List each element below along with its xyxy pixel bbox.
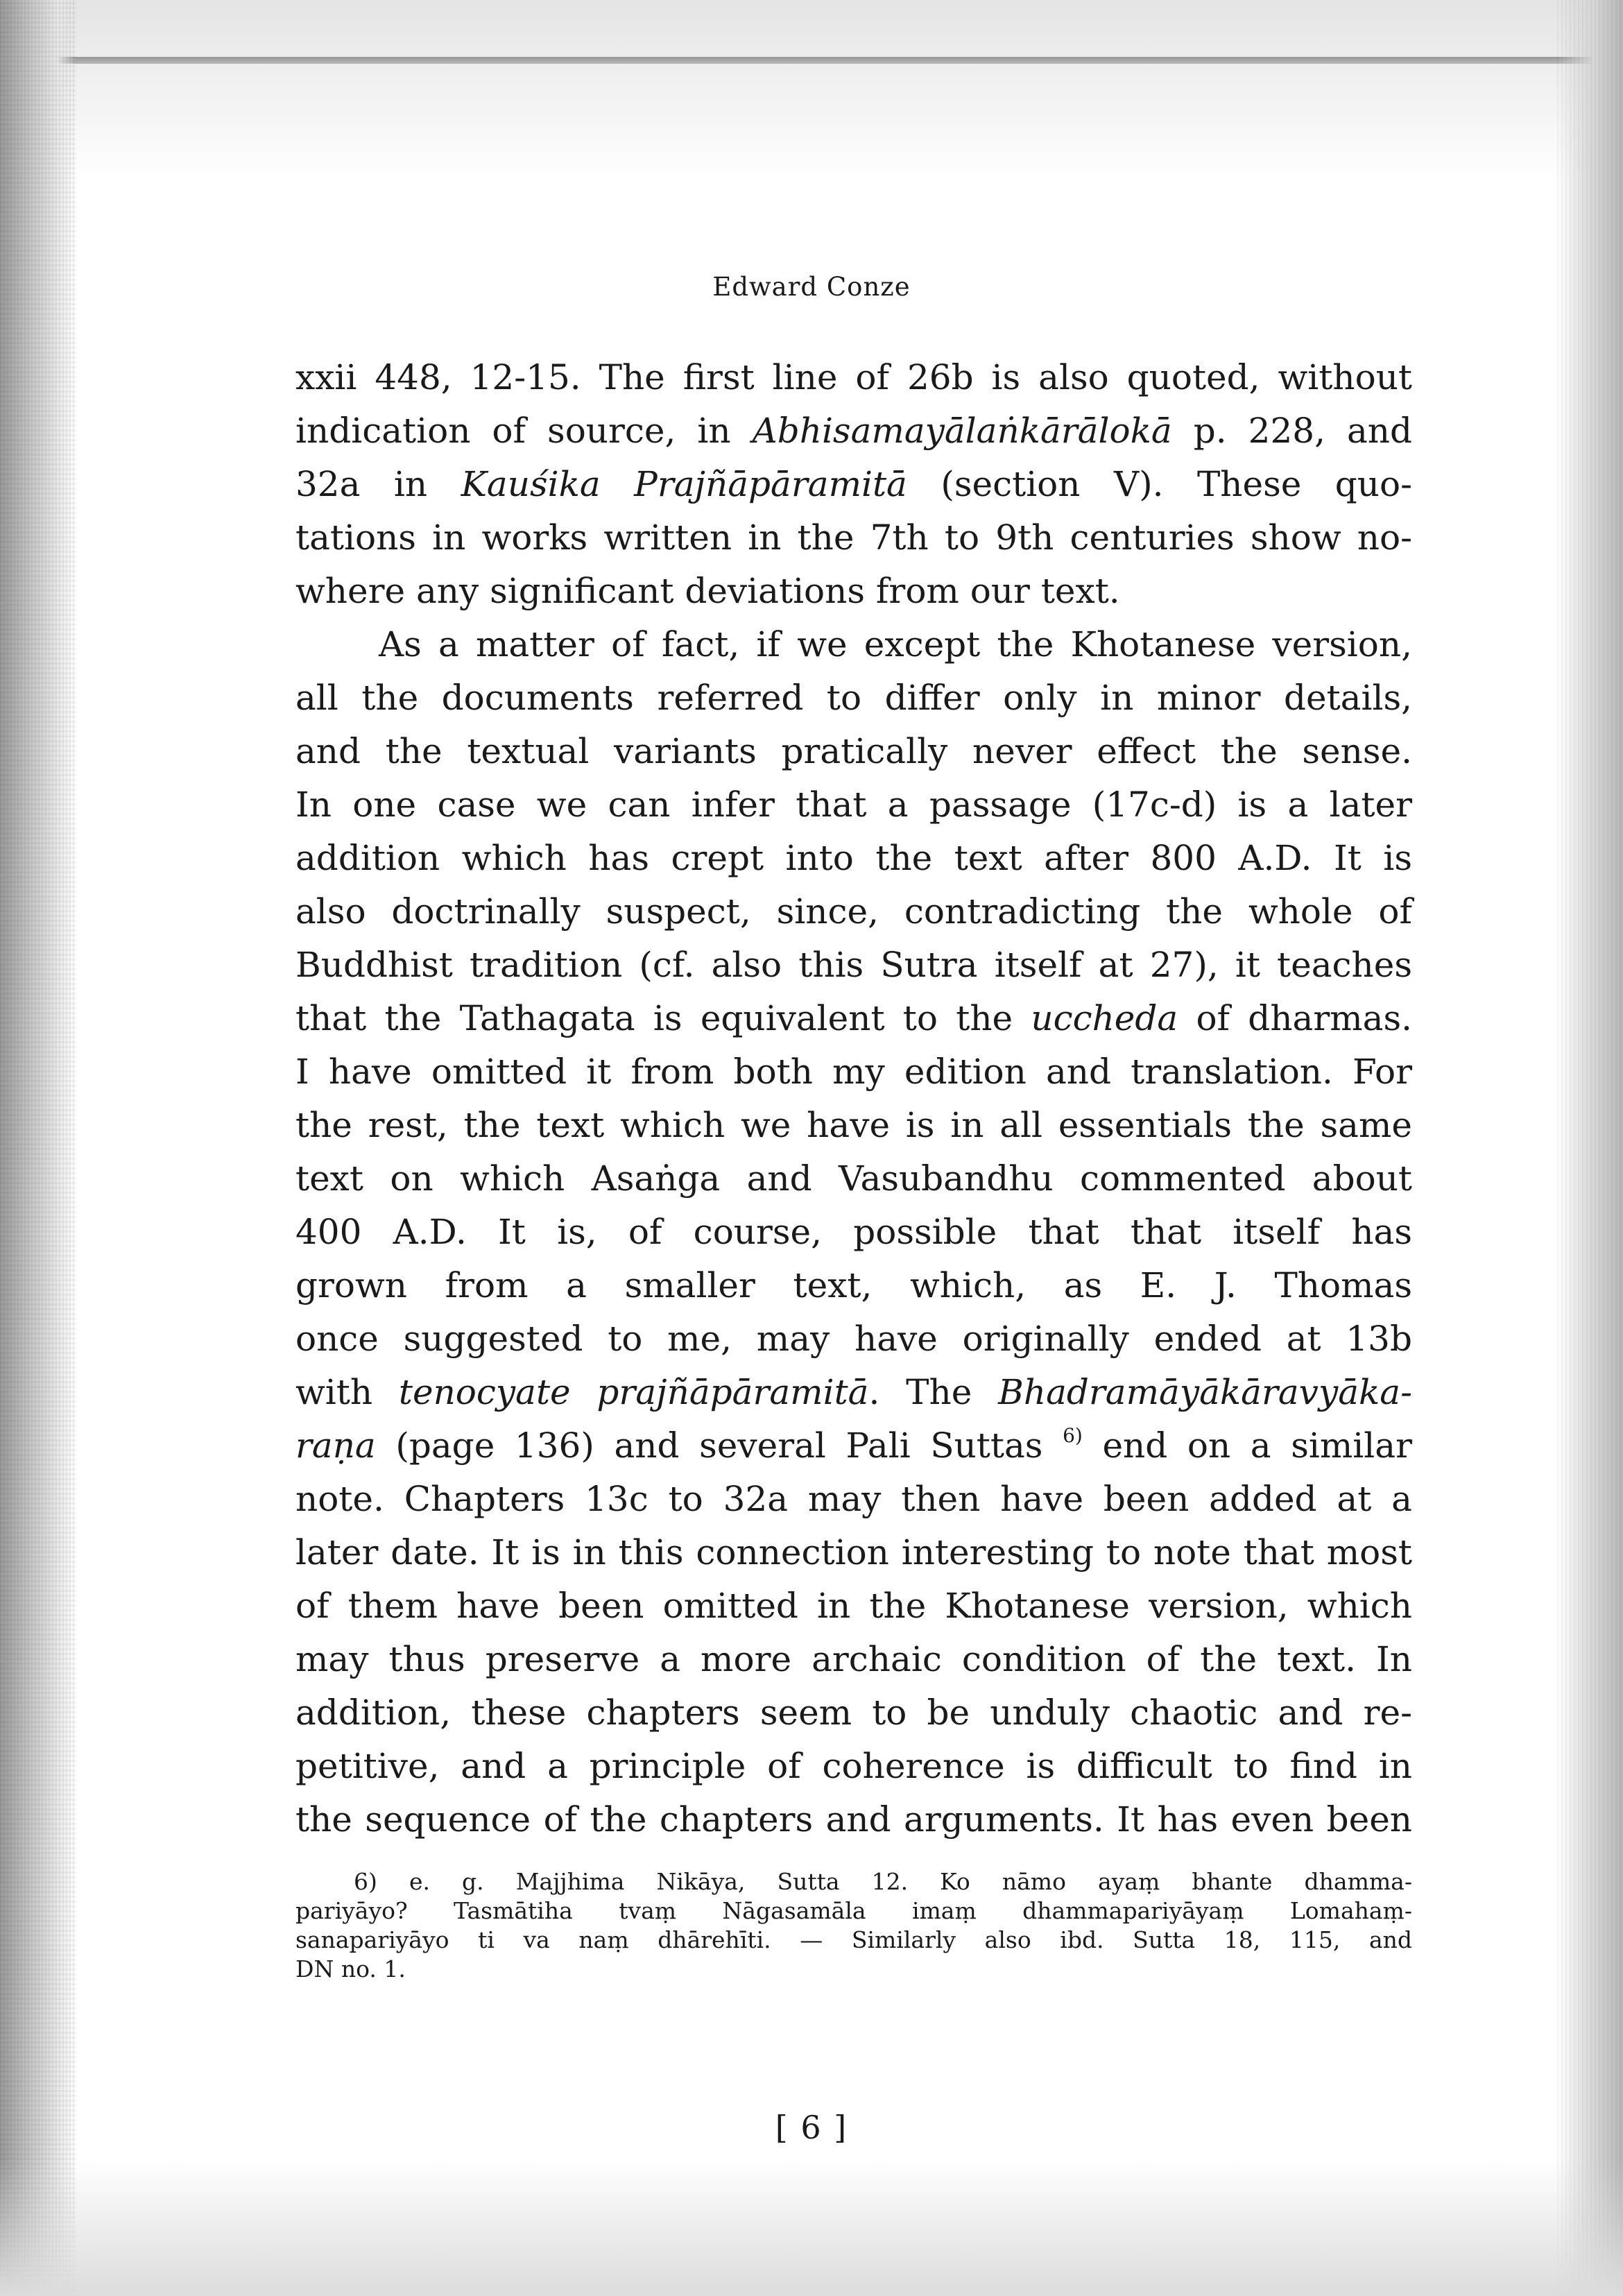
body-line [295,1366,1412,1419]
italic-term: tenocyate prajñāpāramitā [398,1372,869,1412]
body-line [295,404,1412,458]
body-line [295,1152,1412,1206]
text-run: of them have been omitted in the Khotanese version, which [295,1586,1412,1626]
body-line [295,1259,1412,1312]
text-run: of dharmas. [1178,998,1413,1038]
body-line [295,992,1412,1045]
footnote-line: pariyāyo? Tasmātiha tvaṃ Nāgasamāla imaṃ dhammapariyāyaṃ Lomahaṃ- [295,1897,1412,1924]
body-line [295,1740,1412,1793]
italic-term: Abhisamayālaṅkārālokā [752,411,1172,451]
text-run: . The [868,1372,999,1412]
body-line [295,1526,1412,1579]
text-run: As a matter of fact, if we except the Khotanese version, [379,624,1412,665]
body-line [295,565,1412,618]
body-line [295,1473,1412,1526]
body-line [295,778,1412,832]
text-run: xxii 448, 12-15. The first line of 26b is also quoted, without [295,357,1412,397]
footnote-line: 6) e. g. Majjhima Nikāya, Sutta 12. Ko nāmo ayaṃ bhante dhamma- [354,1868,1412,1895]
text-run: (section V). These quo- [907,464,1413,504]
text-run: later date. It is in this connection interesting to note that most [295,1532,1412,1573]
body-line [295,1633,1412,1686]
footnote-line: DN no. 1. [295,1955,406,1982]
body-line [295,1579,1412,1633]
text-run: also doctrinally suspect, since, contradicting the whole of [295,891,1412,932]
text-run: 400 A.D. It is, of course, possible that that itself has [295,1212,1412,1252]
text-run: and the textual variants pratically never effect the sense. [295,731,1412,771]
body-line [295,939,1412,992]
text-run: may thus preserve a more archaic condition of the text. In [295,1639,1412,1679]
text-run: the rest, the text which we have is in all essentials the same [295,1105,1412,1145]
text-run: tations in works written in the 7th to 9th centuries show no- [295,517,1412,558]
text-run: addition, these chapters seem to be unduly chaotic and re- [295,1693,1412,1733]
text-run: petitive, and a principle of coherence is difficult to find in [295,1746,1412,1786]
footnote-marker: 6) [1063,1424,1083,1447]
text-run: Buddhist tradition (cf. also this Sutra itself at 27), it teaches [295,945,1412,985]
body-line [295,1793,1412,1847]
body-line [295,671,1412,725]
text-run: note. Chapters 13c to 32a may then have been added at a [295,1479,1412,1519]
italic-term: Bhadramāyākāravyāka- [998,1372,1412,1412]
text-run: that the Tathagata is equivalent to the [295,998,1031,1038]
footnotes [295,1867,1412,1984]
footnote-line: sanapariyāyo ti va naṃ dhārehīti. — Similarly also ibd. Sutta 18, 115, and [295,1926,1412,1953]
text-run: where any significant deviations from our text. [295,571,1120,611]
italic-term: uccheda [1031,998,1178,1038]
body-text [295,351,1412,1847]
body-line [295,1099,1412,1152]
body-line [295,725,1412,778]
text-run: end on a similar [1082,1425,1412,1466]
text-run: once suggested to me, may have originally ended at 13b [295,1319,1412,1359]
body-line [295,1686,1412,1740]
text-run: text on which Asaṅga and Vasubandhu commented about [295,1158,1412,1199]
body-line [295,511,1412,565]
body-line [295,1419,1412,1473]
text-run: I have omitted it from both my edition and translation. For [295,1052,1412,1092]
text-run: grown from a smaller text, which, as E. J. Thomas [295,1265,1412,1305]
body-line [295,832,1412,885]
text-run: the sequence of the chapters and arguments. It has even been [295,1799,1412,1840]
text-run: with [295,1372,399,1412]
text-run: p. 228, and [1171,411,1412,451]
text-run: (page 136) and several Pali Suttas [375,1425,1063,1466]
body-line [295,1206,1412,1259]
body-line [295,885,1412,939]
body-line [295,351,1412,404]
body-line [295,618,1412,671]
body-line [295,1045,1412,1099]
text-run: 32a in [295,464,461,504]
text-run: indication of source, in [295,411,753,451]
page-number: [ 6 ] [775,2109,848,2146]
text-run: all the documents referred to differ only in minor details, [295,678,1412,718]
italic-term: Kauśika Prajñāpāramitā [461,464,907,504]
running-head: Edward Conze [712,272,911,302]
body-line [295,1312,1412,1366]
text-run: addition which has crept into the text after 800 A.D. It is [295,838,1412,878]
italic-term: raṇa [295,1425,376,1466]
body-line [295,458,1412,511]
text-run: In one case we can infer that a passage (17c-d) is a later [295,785,1412,825]
